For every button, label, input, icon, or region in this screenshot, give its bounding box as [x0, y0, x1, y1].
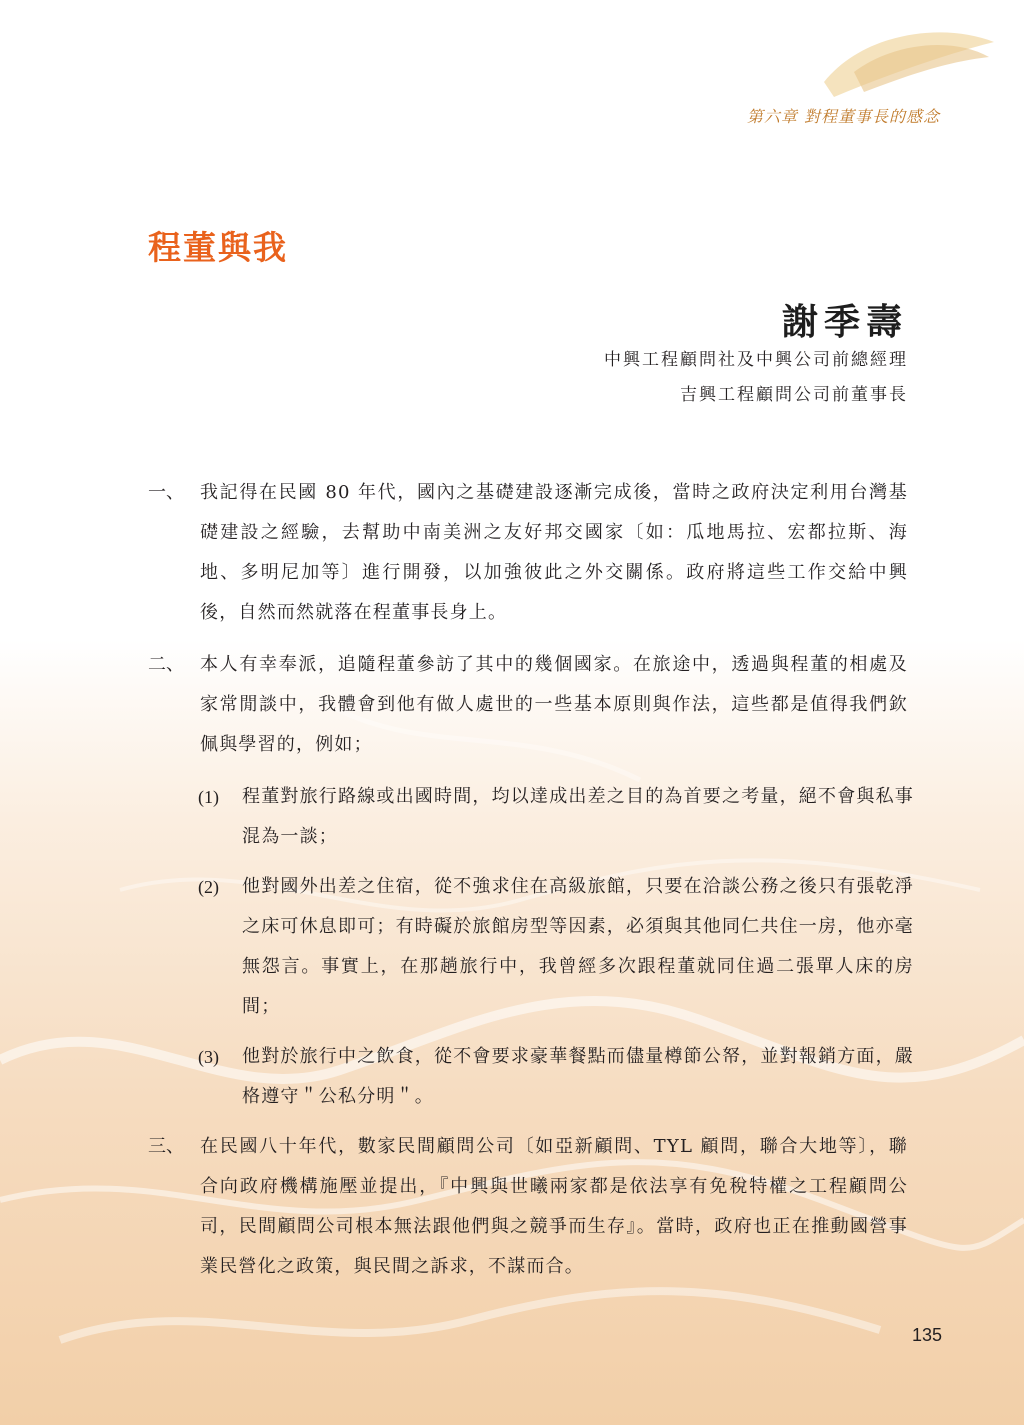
subitem-2 — [198, 867, 918, 1027]
subitem-3 — [198, 1037, 918, 1117]
section-1 — [148, 473, 918, 633]
section-text: 在民國八十年代，數家民間顧問公司〔如亞新顧問、TYL 顧問，聯合大地等〕，聯合向政府機構施壓並提出，『中興與世曦兩家都是依法享有免稅特權之工程顧問公司，民間顧問公司根本無法跟他們與之競爭而生存』。當時，政府也正在推動國營事業民營化之政策，與民間之訴求，不謀而合。 — [200, 1136, 908, 1277]
subitem-number: (2) — [198, 877, 219, 897]
subitem-text: 程董對旅行路線或出國時間，均以達成出差之目的為首要之考量，絕不會與私事混為一談； — [242, 786, 914, 847]
page-title: 程董與我 — [148, 228, 288, 267]
section-number: 二、 — [148, 654, 184, 675]
author-affiliation-1: 中興工程顧問社及中興公司前總經理 — [604, 350, 908, 370]
subitem-text: 他對於旅行中之飲食，從不會要求豪華餐點而儘量樽節公帑，並對報銷方面，嚴格遵守＂公私分明＂。 — [242, 1046, 914, 1107]
section-2 — [148, 645, 918, 765]
section-number: 一、 — [148, 482, 184, 503]
author-affiliation-2: 吉興工程顧問公司前董事長 — [680, 385, 908, 405]
author-name: 謝季壽 — [781, 301, 908, 343]
page-number: 135 — [911, 1325, 942, 1345]
section-3 — [148, 1127, 918, 1287]
section-text: 我記得在民國 80 年代，國內之基礎建設逐漸完成後，當時之政府決定利用台灣基礎建設之經驗，去幫助中南美洲之友好邦交國家〔如：瓜地馬拉、宏都拉斯、海地、多明尼加等〕進行開發，以加強彼此之外交關係。政府將這些工作交給中興後，自然而然就落在程董事長身上。 — [200, 482, 908, 623]
chapter-header: 第六章 對程董事長的感念 — [746, 107, 940, 126]
subitem-text: 他對國外出差之住宿，從不強求住在高級旅館，只要在洽談公務之後只有張乾淨之床可休息即可；有時礙於旅館房型等因素，必須與其他同仁共住一房，他亦毫無怨言。事實上，在那趟旅行中，我曾經多次跟程董就同住過二張單人床的房間； — [242, 876, 914, 1017]
section-text: 本人有幸奉派，追隨程董參訪了其中的幾個國家。在旅途中，透過與程董的相處及家常閒談中，我體會到他有做人處世的一些基本原則與作法，這些都是值得我們欽佩與學習的，例如； — [200, 654, 908, 755]
brush-stroke-decoration — [804, 12, 1004, 102]
section-number: 三、 — [148, 1136, 184, 1157]
subitem-number: (3) — [198, 1047, 219, 1067]
subitem-1 — [198, 777, 918, 857]
subitem-number: (1) — [198, 787, 219, 807]
article-body — [148, 473, 918, 1299]
